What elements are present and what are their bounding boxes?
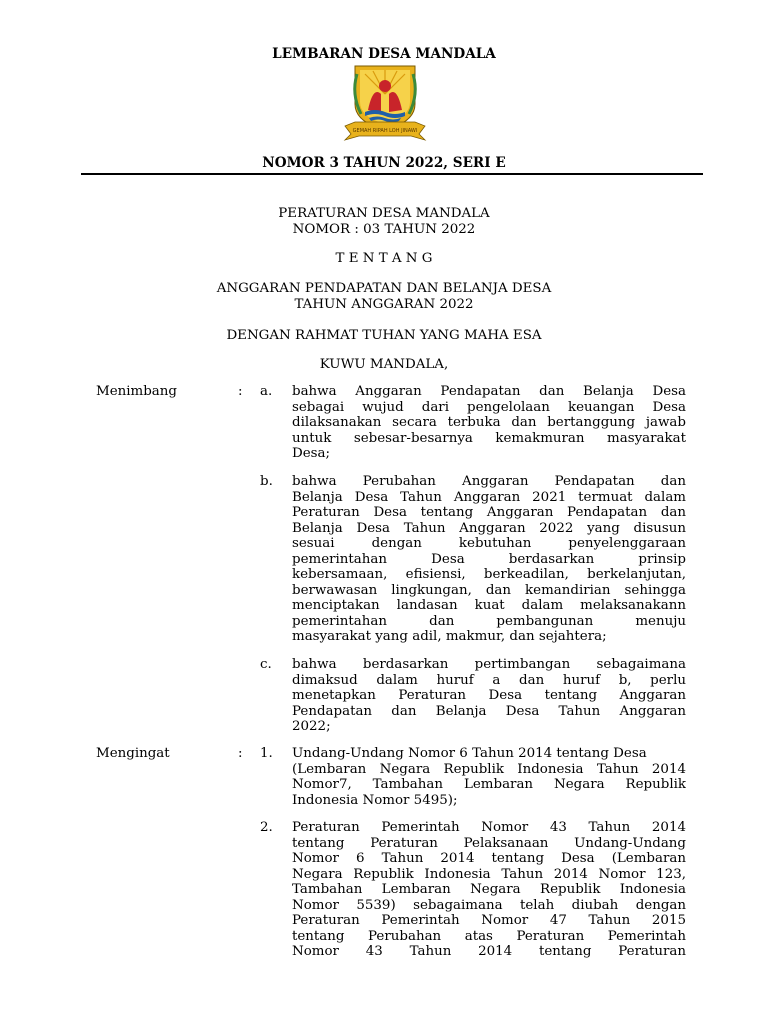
authority-line: KUWU MANDALA, [319,357,449,372]
text-line: menciptakan landasan kuat dalam melaksanakann [292,598,686,613]
text-line: Tambahan Lembaran Negara Republik Indonesia [292,882,686,897]
text-line: sesuai dengan kebutuhan penyelenggaraan [292,536,686,551]
subject-line-1: ANGGARAN PENDAPATAN DAN BELANJA DESA [216,281,552,296]
menimbang-item-b [292,474,686,645]
blessing-line: DENGAN RAHMAT TUHAN YANG MAHA ESA [226,328,542,343]
text-line: dimaksud dalam huruf a dan huruf b, perlu [292,672,686,688]
text-line: Peraturan Pemerintah Nomor 47 Tahun 2015 [292,913,686,928]
mengingat-colon: : [238,746,243,761]
item-marker: a. [260,384,273,399]
text-line: bahwa Perubahan Anggaran Pendapatan dan [292,474,686,489]
item-marker: b. [260,474,273,489]
text-line: Desa; [292,446,331,461]
text-line: tentang Peraturan Pelaksanaan Undang-Undang [292,835,686,851]
text-line: Undang-Undang Nomor 6 Tahun 2014 tentang Desa [292,746,647,761]
text-line: 2022; [292,719,331,734]
text-line: untuk sebesar-besarnya kemakmuran masyarakat [292,430,686,446]
text-line: berwawasan lingkungan, dan kemandirian sehingga [292,582,686,598]
text-line: sebagai wujud dari pengelolaan keuangan Desa [292,399,686,415]
text-line: Nomor7, Tambahan Lembaran Negara Republik [292,777,686,792]
text-line: bahwa Anggaran Pendapatan dan Belanja Desa [292,384,686,399]
menimbang-item-a [292,384,686,462]
village-emblem [341,64,429,144]
text-line: dilaksanakan secara terbuka dan bertanggung jawab [292,415,686,430]
subject-line-2: TAHUN ANGGARAN 2022 [294,297,474,312]
mengingat-label: Mengingat [96,746,170,761]
text-line: menetapkan Peraturan Desa tentang Anggaran [292,688,686,703]
text-line: Nomor 6 Tahun 2014 tentang Desa (Lembaran [292,851,686,866]
text-line: Belanja Desa Tahun Anggaran 2021 termuat dalam [292,489,686,505]
text-line: Peraturan Pemerintah Nomor 43 Tahun 2014 [292,820,686,835]
issue-number: NOMOR 3 TAHUN 2022, SERI E [262,155,506,171]
menimbang-label: Menimbang [96,384,177,399]
menimbang-colon: : [238,384,243,399]
regulation-title: PERATURAN DESA MANDALA [278,206,490,221]
text-line: Pendapatan dan Belanja Desa Tahun Anggaran [292,703,686,719]
text-line: bahwa berdasarkan pertimbangan sebagaimana [292,657,686,672]
emblem-graphic [341,64,429,144]
text-line: pemerintahan dan pembangunan menuju [292,613,686,629]
text-line: Nomor 43 Tahun 2014 tentang Peraturan [292,944,686,959]
text-line: Peraturan Desa tentang Anggaran Pendapatan dan [292,505,686,520]
text-line: masyarakat yang adil, makmur, dan sejahtera; [292,629,607,644]
text-line: (Lembaran Negara Republik Indonesia Tahun 2014 [292,761,686,777]
regulation-number: NOMOR : 03 TAHUN 2022 [292,222,476,237]
text-line: Belanja Desa Tahun Anggaran 2022 yang disusun [292,520,686,536]
mengingat-item-1 [292,746,686,808]
about-heading: T E N T A N G [335,251,433,266]
publication-title: LEMBARAN DESA MANDALA [272,46,496,62]
text-line: Indonesia Nomor 5495); [292,792,458,808]
item-marker: c. [260,657,272,672]
mengingat-item-2 [292,820,686,960]
text-line: kebersamaan, efisiensi, berkeadilan, berkelanjutan, [292,567,686,582]
item-marker: 2. [260,820,273,835]
text-line: pemerintahan Desa berdasarkan prinsip [292,551,686,567]
text-line: Negara Republik Indonesia Tahun 2014 Nomor 123, [292,866,686,882]
emblem-motto: GEMAH RIPAH LOH JINAWI [352,128,418,134]
text-line: Nomor 5539) sebagaimana telah diubah dengan [292,897,686,913]
text-line: tentang Perubahan atas Peraturan Pemerintah [292,928,686,944]
menimbang-item-c [292,657,686,735]
item-marker: 1. [260,746,273,761]
header-divider [81,173,703,175]
